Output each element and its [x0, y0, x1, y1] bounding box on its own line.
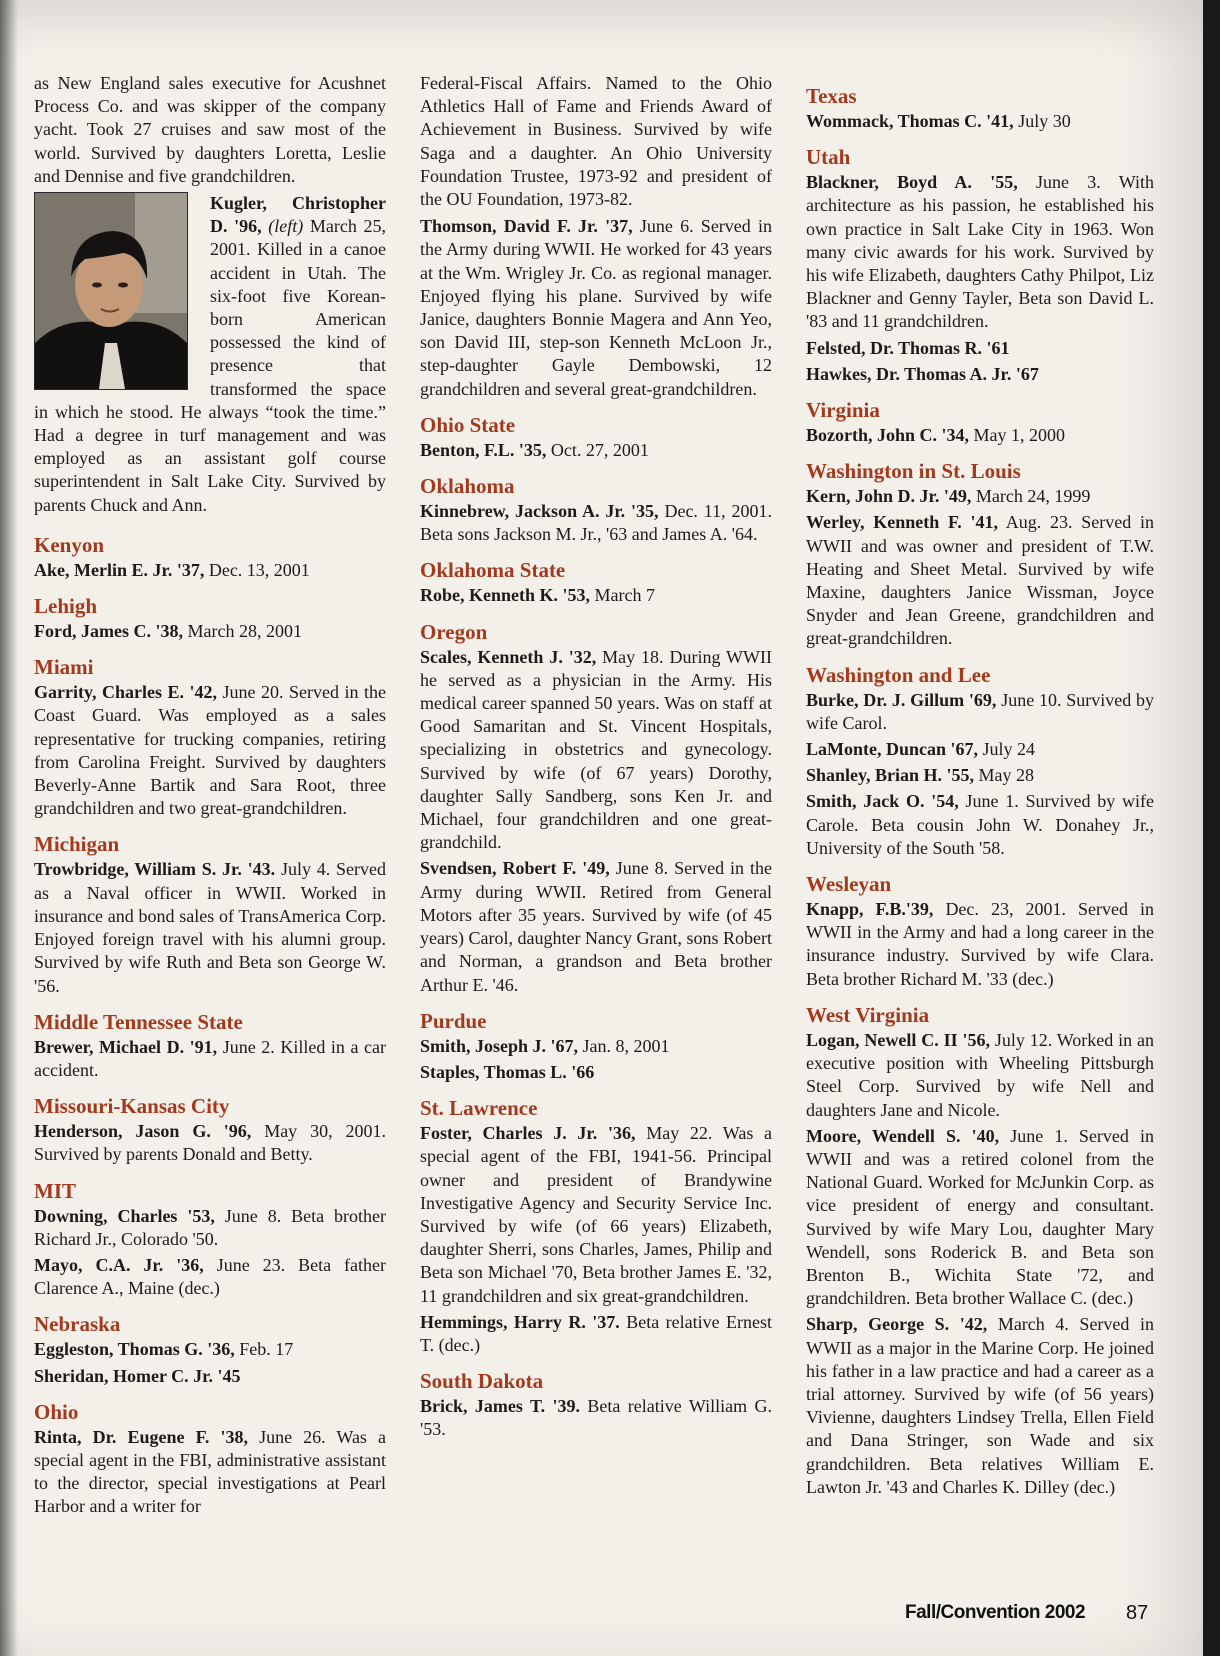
- obituary-text: May 18. During WWII he served as a physician in the Army. His medical career spanned 50 years. Was on staff at Good Samaritan and St. Vincent Hospitals, specializing in obstetrics and gynecology. Survived by wife (of 67 years) Dorothy, daughter Sally Sandberg, sons Ken Jr. and Michael, four grandchildren and one great-grandchild.: [420, 646, 772, 853]
- obituary-entry: [34, 1426, 386, 1519]
- col1-sections: [34, 533, 386, 1519]
- obituary-text: June 20. Served in the Coast Guard. Was employed as a sales representative for trucking companies, retiring from Carolina Freight. Survived by daughters Beverly-Anne Bartik and Sara Root, three grandchildren and two great-grandchildren.: [34, 682, 387, 819]
- obituary-name: Garrity, Charles E. '42,: [34, 682, 217, 703]
- school-heading: Missouri-Kansas City: [34, 1094, 230, 1119]
- obituary-entry: [806, 738, 1154, 761]
- obituary-entry: [806, 1313, 1154, 1499]
- continued-obituary-text: as New England sales executive for Acushnet Process Co. and was skipper of the company yacht. Took 27 cruises and saw most of the world. Survived by daughters Loretta, Leslie and Dennise and five grandchildren.: [34, 73, 386, 186]
- obituary-text: March 7: [594, 585, 655, 606]
- obituary-name: Kugler, Christopher D. '96,: [210, 193, 386, 237]
- school-heading: MIT: [34, 1178, 76, 1203]
- obituary-entry: [806, 764, 1154, 787]
- obituary-name: Sheridan, Homer C. Jr. '45: [34, 1365, 241, 1386]
- school-heading: West Virginia: [806, 1002, 930, 1027]
- obituary-name: Scales, Kenneth J. '32,: [420, 646, 597, 667]
- obituary-name: Felsted, Dr. Thomas R. '61: [806, 337, 1010, 358]
- obituary-entry: [806, 689, 1154, 735]
- obituary-text: Aug. 23. Served in WWII and was owner and president of T.W. Heating and Sheet Metal. Survived by wife Maxine, daughters Janice Wissman, Joyce Snyder and Jean Greene, grandchildren and great-grandchildren.: [806, 512, 1154, 649]
- obituary-text: May 28: [978, 765, 1035, 786]
- obituary-entry: [34, 1338, 386, 1361]
- obituary-text: July 30: [1018, 111, 1071, 131]
- obituary-entry: [806, 1125, 1154, 1311]
- obituary-entry: [806, 110, 1154, 133]
- obituary-entry: [420, 857, 772, 996]
- obituary-name: Henderson, Jason G. '96,: [34, 1121, 252, 1142]
- obituary-entry: [806, 337, 1154, 360]
- obituary-text: Beta relative Ernest T. (dec.): [420, 1311, 772, 1355]
- obituary-name: Downing, Charles '53,: [34, 1205, 215, 1226]
- school-heading: Oklahoma State: [420, 558, 566, 583]
- school-heading: Ohio State: [420, 412, 516, 437]
- obituary-name: Knapp, F.B.'39,: [806, 899, 934, 920]
- obituary-name: Sharp, George S. '42,: [806, 1314, 988, 1335]
- obituary-name: Shanley, Brian H. '55,: [806, 765, 975, 786]
- obituary-text: June 8. Served in the Army during WWII. Retired from General Motors after 35 years. Survived by wife (of 45 years) Carol, daughter Nancy Grant, sons Robert and Norman, a grandson and Beta brother Arthur E. '46.: [420, 858, 773, 995]
- obituary-entry: [420, 1395, 772, 1441]
- obituary-name: Hawkes, Dr. Thomas A. Jr. '67: [806, 363, 1039, 384]
- obituary-text: June 8. Beta brother Richard Jr., Colorado '50.: [34, 1205, 386, 1249]
- school-heading: Oregon: [420, 619, 488, 644]
- school-heading: Nebraska: [34, 1312, 121, 1337]
- obituary-text: June 2. Killed in a car accident.: [34, 1036, 387, 1080]
- school-heading: Utah: [806, 145, 851, 170]
- obituary-name: Wommack, Thomas C. '41,: [806, 111, 1014, 131]
- school-heading: Texas: [806, 84, 857, 108]
- school-heading: St. Lawrence: [420, 1096, 538, 1121]
- page-number: 87: [1126, 1602, 1149, 1624]
- obituary-text: June 26. Was a special agent in the FBI, administrative assistant to the director, special investigations at Pearl Harbor and a writer for: [34, 1426, 387, 1517]
- continued-obituary-text: Federal-Fiscal Affairs. Named to the Ohio Athletics Hall of Fame and Friends Award of Achievement in Business. Survived by wife Saga and a daughter. An Ohio University Foundation Trustee, 1973-92 and president of the OU Foundation, 1973-82.: [420, 73, 772, 210]
- obituary-name: Staples, Thomas L. '66: [420, 1061, 595, 1082]
- obituary-entry: [34, 1254, 386, 1300]
- obituary-text: March 24, 1999: [975, 486, 1091, 507]
- obituary-entry: [34, 1365, 386, 1388]
- school-heading: Ohio: [34, 1399, 79, 1424]
- obituary-name: Smith, Jack O. '54,: [806, 791, 959, 812]
- obituary-name: Thomson, David F. Jr. '37,: [420, 216, 633, 237]
- school-heading: Virginia: [806, 398, 880, 423]
- obituary-entry: [420, 1311, 772, 1357]
- obituary-text: June 1. Served in WWII and was a retired colonel from the National Guard. Worked for McJunkin Corp. as vice president of energy and consultant. Survived by wife Mary Lou, daughter Mary Wendell, sons Roderick B. and Beta son Brenton B., Wichita State '72, and grandchildren. Beta brother Wallace C. (dec.): [806, 1125, 1155, 1309]
- photo-caption: (left): [268, 216, 304, 237]
- school-heading: Wesleyan: [806, 872, 892, 897]
- obituary-text: May 22. Was a special agent of the FBI, 1941-56. Principal owner and president of Brandywine Investigative Agency and Security Service Inc. Survived by wife (of 66 years) Elizabeth, daughter Sherri, sons Charles, James, Philip and Beta son Michael '70, Beta brother James E. '32, 11 grandchildren and six great-grandchildren.: [420, 1123, 773, 1306]
- obituary-text: June 3. With architecture as his passion, he established his own practice in Salt Lake City in 1963. Won many civic awards for his work. Survived by his wife Elizabeth, daughters Cathy Philpot, Liz Blackner and Genny Tayler, Beta son David L. '83 and 11 grandchildren.: [806, 172, 1154, 332]
- obituary-name: Mayo, C.A. Jr. '36,: [34, 1254, 204, 1275]
- obituary-text: March 4. Served in WWII as a major in the Marine Corp. He joined his father in a law practice and had a career as a trial attorney. Survived by wife (of 56 years) Vivienne, daughters Lindsey Trella, Ellen Field and Dana Stringer, son Wade and six grandchildren. Beta relatives William E. Lawton Jr. '43 and Charles K. Dilley (dec.): [806, 1314, 1154, 1497]
- obituary-name: Moore, Wendell S. '40,: [806, 1125, 1000, 1146]
- column-2: [420, 72, 772, 1445]
- obituary-entry: [806, 511, 1154, 650]
- obituary-name: Werley, Kenneth F. '41,: [806, 512, 999, 533]
- obituary-name: Kern, John D. Jr. '49,: [806, 486, 972, 507]
- school-heading: Miami: [34, 655, 94, 680]
- obituary-name: Foster, Charles J. Jr. '36,: [420, 1123, 636, 1144]
- obituary-name: Blackner, Boyd A. '55,: [806, 172, 1018, 193]
- obituary-entry: [806, 790, 1154, 860]
- obituary-entry: [806, 363, 1154, 386]
- school-heading: Washington and Lee: [806, 662, 991, 687]
- obituary-text: Dec. 13, 2001: [208, 559, 310, 580]
- obituary-entry: [420, 500, 772, 546]
- obituary-text: May 1, 2000: [973, 425, 1066, 446]
- obituary-text: Jan. 8, 2001: [582, 1035, 670, 1056]
- obituary-name: Kinnebrew, Jackson A. Jr. '35,: [420, 501, 659, 522]
- obituary-name: Svendsen, Robert F. '49,: [420, 858, 610, 879]
- obituary-entry: [34, 858, 386, 997]
- school-heading: Washington in St. Louis: [806, 459, 1021, 484]
- col3-sections: [806, 84, 1154, 1499]
- obituary-name: Burke, Dr. J. Gillum '69,: [806, 689, 997, 710]
- school-heading: Kenyon: [34, 532, 105, 557]
- publication-footer: Fall/Convention 2002: [905, 1602, 1086, 1623]
- obituary-entry: [420, 1122, 772, 1308]
- obituary-text: July 4. Served as a Naval officer in WWII. Worked in insurance and bond sales of TransAmerica Corp. Enjoyed foreign travel with his alumni group. Survived by wife Ruth and Beta son George W. '56.: [34, 859, 386, 996]
- obituary-entry: [34, 1120, 386, 1166]
- obituary-entry: [420, 215, 772, 401]
- obituary-text: Dec. 23, 2001. Served in WWII in the Army and had a long career in the insurance industry. Survived by wife Clara. Beta brother Richard M. '33 (dec.): [806, 899, 1154, 989]
- obituary-text: June 1. Survived by wife Carole. Beta cousin John W. Donahey Jr., University of the South '58.: [806, 791, 1154, 858]
- obituary-name: Bozorth, John C. '34,: [806, 425, 970, 446]
- obituary-entry: [420, 439, 772, 462]
- obituary-name: Ford, James C. '38,: [34, 621, 183, 642]
- col2-sections: [420, 413, 772, 1442]
- obituary-entry: [34, 1205, 386, 1251]
- obituary-entry: [420, 584, 772, 607]
- school-heading: Purdue: [420, 1008, 487, 1033]
- column-1: [34, 72, 386, 1522]
- obituary-entry: [806, 485, 1154, 508]
- kugler-obituary: [34, 192, 386, 521]
- obituary-entry: [806, 1029, 1154, 1122]
- obituary-name: Benton, F.L. '35,: [420, 439, 547, 460]
- obituary-entry: [34, 620, 386, 643]
- obituary-name: Logan, Newell C. II '56,: [806, 1029, 990, 1050]
- portrait-image: [35, 193, 187, 389]
- obituary-name: Trowbridge, William S. Jr. '43.: [34, 859, 276, 880]
- school-heading: Michigan: [34, 832, 120, 857]
- obituary-entry: [34, 1036, 386, 1082]
- obituary-name: Rinta, Dr. Eugene F. '38,: [34, 1426, 248, 1447]
- obituary-entry: [420, 646, 772, 855]
- obituary-name: Brewer, Michael D. '91,: [34, 1036, 218, 1057]
- obituary-entry: [420, 1061, 772, 1084]
- obituary-text: July 24: [982, 739, 1036, 760]
- obituary-entry: [806, 898, 1154, 991]
- school-heading: Oklahoma: [420, 474, 515, 499]
- obituary-text: Feb. 17: [239, 1339, 294, 1360]
- kugler-portrait-photo: [34, 192, 188, 390]
- obituary-name: Ake, Merlin E. Jr. '37,: [34, 559, 205, 580]
- obituary-text: July 12. Worked in an executive position with Wheeling Pittsburgh Steel Corp. Survived by wife Nell and daughters Jane and Nicole.: [806, 1029, 1155, 1120]
- obituary-name: Smith, Joseph J. '67,: [420, 1035, 579, 1056]
- obituary-entry: [806, 171, 1154, 333]
- obituary-entry: [806, 424, 1154, 447]
- obituary-entry: [420, 1035, 772, 1058]
- obituary-text: Beta relative William G. '53.: [420, 1396, 772, 1440]
- obituary-text: March 25, 2001. Killed in a canoe accident in Utah. The six-foot five Korean-born American possessed the kind of presence that transformed the space in which he stood. He always “took the time.” Had a degree in turf management and was employed as an assistant golf course superintendent in Salt Lake City. Survived by parents Chuck and Ann.: [34, 216, 386, 515]
- obituary-text: June 23. Beta father Clarence A., Maine (dec.): [34, 1254, 387, 1299]
- obituary-text: May 30, 2001. Survived by parents Donald and Betty.: [34, 1121, 387, 1165]
- obituary-text: March 28, 2001: [187, 621, 302, 642]
- obituary-name: Brick, James T. '39.: [420, 1396, 581, 1417]
- obituary-text: June 6. Served in the Army during WWII. He worked for 43 years at the Wm. Wrigley Jr. Co. as regional manager. Enjoyed flying his plane. Survived by wife Janice, daughters Bonnie Magera and Ann Yeo, son David III, step-son Kenneth McLoon Jr., step-daughter Gayle Dembowski, 12 grandchildren and several great-grandchildren.: [420, 216, 773, 399]
- obituary-name: LaMonte, Duncan '67,: [806, 739, 979, 760]
- obituary-name: Hemmings, Harry R. '37.: [420, 1311, 620, 1332]
- column-3: [806, 72, 1154, 1502]
- obituary-entry: [34, 559, 386, 582]
- obituary-name: Robe, Kenneth K. '53,: [420, 585, 591, 606]
- col2-intro-entries: [420, 215, 772, 401]
- obituary-text: June 10. Survived by wife Carol.: [806, 689, 1154, 733]
- school-heading: Middle Tennessee State: [34, 1009, 243, 1034]
- obituary-text: Dec. 11, 2001. Beta sons Jackson M. Jr., '63 and James A. '64.: [420, 501, 773, 545]
- obituary-text: Oct. 27, 2001: [550, 439, 649, 460]
- obituary-entry: [34, 681, 386, 820]
- obituary-name: Eggleston, Thomas G. '36,: [34, 1339, 235, 1360]
- school-heading: Lehigh: [34, 594, 98, 619]
- school-heading: South Dakota: [420, 1369, 544, 1394]
